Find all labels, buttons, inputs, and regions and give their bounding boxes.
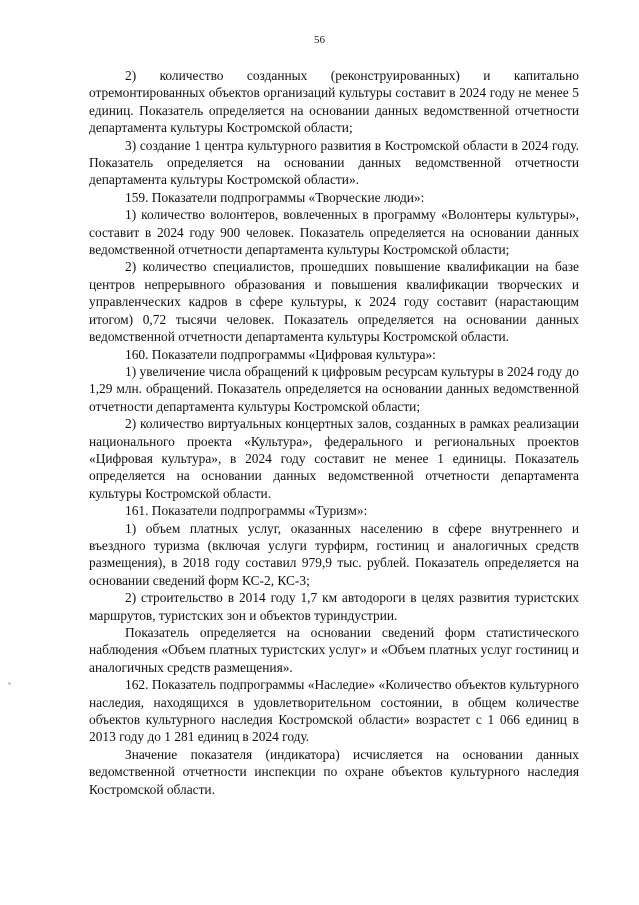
paragraph: 3) создание 1 центра культурного развития в Костромской области в 2024 году. Показатель определяется на основании данных ведомственной отчетности департамента культуры Костромской области». <box>89 137 579 188</box>
paragraph: 1) количество волонтеров, вовлеченных в программу «Волонтеры культуры», составит в 2024 году 900 человек. Показатель определяется на основании данных ведомственной отчетности департамента культуры Костромской области; <box>89 207 579 258</box>
paragraph: 2) строительство в 2014 году 1,7 км автодороги в целях развития туристских маршрутов, туристских зон и объектов туриндустрии. <box>89 590 579 623</box>
paragraph: 162. Показатель подпрограммы «Наследие» «Количество объектов культурного наследия, находящихся в удовлетворительном состоянии, в общем количестве объектов культурного наследия Костромской области» возрастет с 1 066 единиц в 2013 году до 1 281 единиц в 2024 году. <box>89 677 579 745</box>
paragraph: Значение показателя (индикатора) исчисляется на основании данных ведомственной отчетности инспекции по охране объектов культурного наследия Костромской области. <box>89 746 579 797</box>
section-heading: 159. Показатели подпрограммы «Творческие люди»: <box>125 189 425 205</box>
paragraph: 1) увеличение числа обращений к цифровым ресурсам культуры в 2024 году до 1,29 млн. обращений. Показатель определяется на основании данных ведомственной отчетности департамента культуры Костромской области; <box>89 363 579 414</box>
paragraph: Показатель определяется на основании сведений форм статистического наблюдения «Объем платных туристских услуг» и «Объем платных услуг гостиниц и аналогичных средств размещения». <box>89 625 579 675</box>
paragraph: 1) объем платных услуг, оказанных населению в сфере внутреннего и въездного туризма (включая услуги турфирм, гостиниц и аналогичных средств размещения), в 2018 году составил 979,9 тыс. рублей. Показатель определяется на основании сведений форм КС-2, КС-3; <box>89 520 579 588</box>
document-body <box>89 67 579 798</box>
paragraph: 2) количество специалистов, прошедших повышение квалификации на базе центров непрерывного образования и повышения квалификации творческих и управленческих кадров в сфере культуры, к 2024 году составит (нарастающим итогом) 0,72 тысячи человек. Показатель определяется на основании данных ведомственной отчетности департамента культуры Костромской области. <box>89 259 579 345</box>
section-heading: 160. Показатели подпрограммы «Цифровая культура»: <box>125 346 436 362</box>
paragraph: 2) количество созданных (реконструированных) и капитально отремонтированных объектов организаций культуры составит в 2024 году не менее 5 единиц. Показатель определяется на основании данных ведомственной отчетности департамента культуры Костромской области; <box>89 68 579 136</box>
section-heading: 161. Показатели подпрограммы «Туризм»: <box>125 503 368 519</box>
paragraph: 2) количество виртуальных концертных залов, созданных в рамках реализации национального проекта «Культура», федерального и региональных проектов «Цифровая культура», в 2024 году составит не менее 1 единицы. Показатель определяется на основании данных ведомственной отчетности департамента культуры Костромской области. <box>89 416 579 501</box>
page-number: 56 <box>314 34 325 46</box>
scan-speck <box>8 682 11 685</box>
